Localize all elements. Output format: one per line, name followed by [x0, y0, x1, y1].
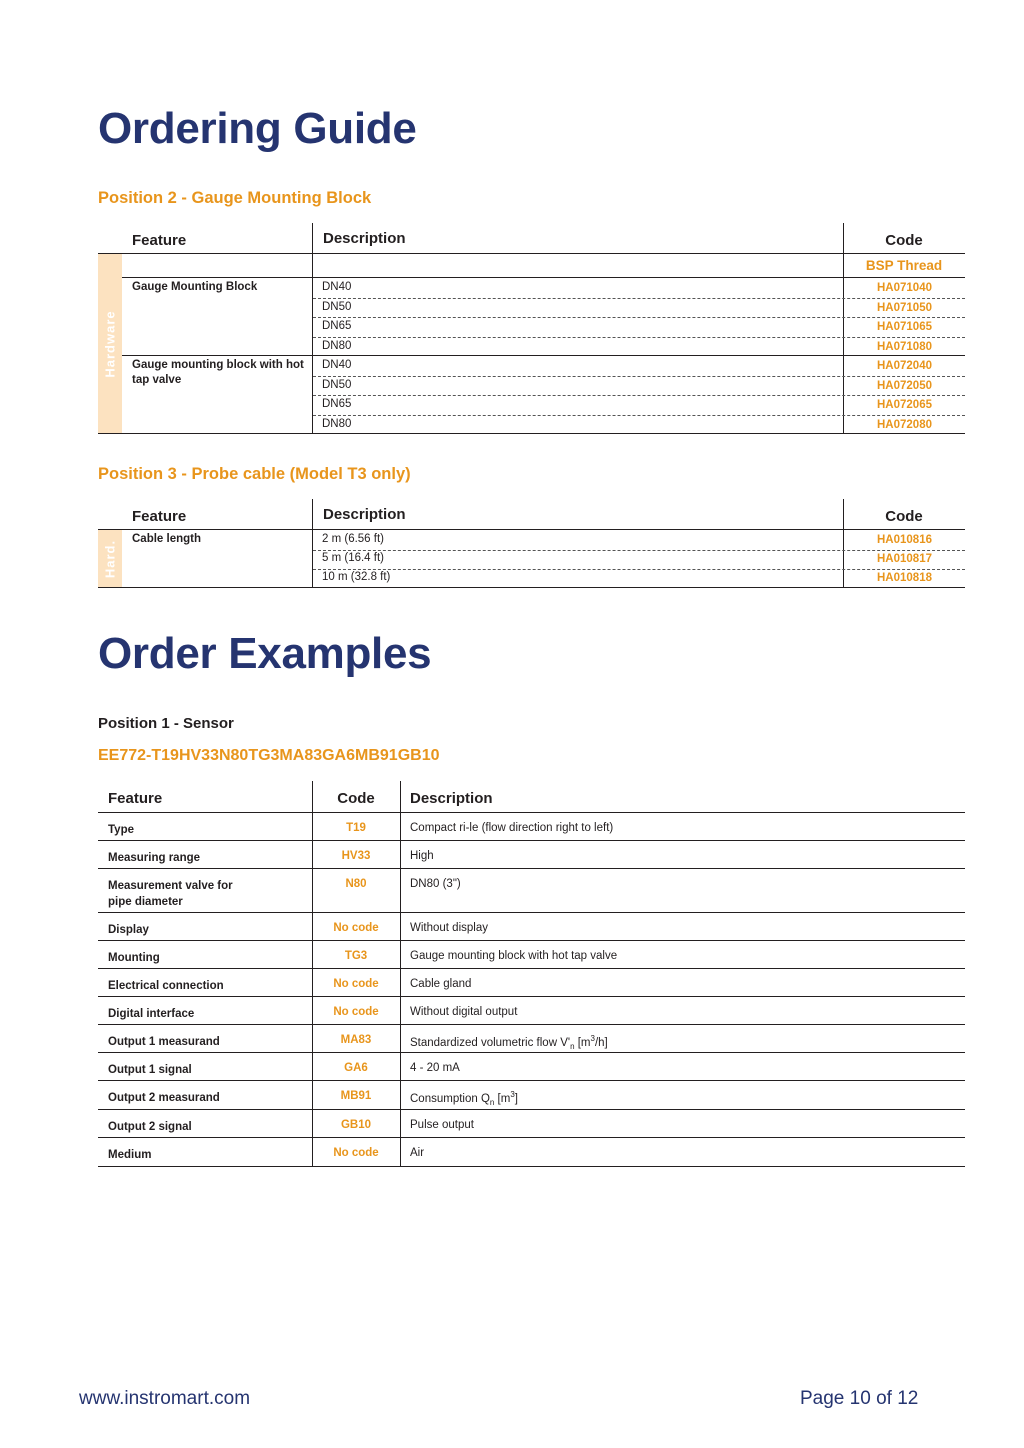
feature-label: Gauge mounting block with hot tap valve: [132, 359, 304, 386]
table-row: [98, 841, 965, 869]
desc-text: /h]: [594, 1036, 608, 1049]
row-code: HA072080: [877, 418, 932, 431]
row-feature: Output 2 signal: [108, 1121, 192, 1133]
row-code: HA072065: [877, 399, 932, 411]
row-feature: Output 2 measurand: [108, 1092, 220, 1104]
row-description: 2 m (6.56 ft): [322, 533, 384, 545]
row-description: DN40: [322, 359, 352, 371]
row-feature: Output 1 measurand: [108, 1036, 220, 1048]
row-code: No code: [333, 1147, 379, 1159]
feature-label: Cable length: [132, 533, 202, 545]
row-description: 10 m (32.8 ft): [322, 571, 391, 583]
table-row: [98, 1025, 965, 1053]
side-label: Hardware: [102, 309, 118, 378]
page-title: Ordering Guide: [98, 104, 417, 153]
row-feature: [108, 878, 233, 910]
row-code: GA6: [344, 1062, 368, 1074]
table-row: [98, 1081, 965, 1110]
row-feature: Digital interface: [108, 1008, 195, 1020]
row-feature-line: Measurement valve for: [108, 880, 233, 892]
header-description: Description: [323, 506, 406, 523]
row-description: DN65: [322, 320, 352, 332]
row-code: N80: [345, 878, 367, 890]
side-label: Hard.: [102, 539, 118, 578]
row-description: Gauge mounting block with hot tap valve: [410, 950, 618, 962]
header-code: Code: [885, 232, 923, 249]
table-row: [313, 549, 965, 570]
table-row: [313, 278, 965, 299]
table-row: [313, 530, 965, 551]
header-feature: Feature: [132, 232, 187, 249]
position3-table: [98, 499, 965, 588]
row-description: DN50: [322, 300, 352, 313]
row-code: HA071080: [877, 340, 932, 353]
row-description: DN80: [322, 417, 352, 430]
row-description: Compact ri-le (flow direction right to left): [410, 822, 614, 834]
desc-text: [m: [574, 1036, 591, 1049]
row-description: 4 - 20 mA: [410, 1062, 460, 1074]
row-description: [410, 1034, 608, 1051]
row-description: Without display: [410, 922, 488, 934]
row-description: DN40: [322, 281, 352, 293]
row-code: MA83: [340, 1034, 372, 1046]
row-code: HA071040: [877, 282, 932, 294]
footer-url[interactable]: www.instromart.com: [79, 1388, 251, 1409]
footer-page-number: Page 10 of 12: [800, 1388, 919, 1409]
row-code: HA071065: [877, 321, 932, 333]
desc-superscript: 3: [590, 1034, 595, 1043]
header-feature: Feature: [108, 790, 163, 807]
row-code: TG3: [344, 950, 368, 962]
table-row: [313, 376, 965, 397]
row-description: 5 m (16.4 ft): [322, 552, 384, 564]
example-subtitle: Position 1 - Sensor: [98, 715, 234, 732]
example-order-code: EE772-T19HV33N80TG3MA83GA6MB91GB10: [98, 747, 440, 764]
feature-label: Gauge Mounting Block: [132, 281, 258, 293]
row-code: HA072040: [877, 360, 932, 372]
table-row: [98, 997, 965, 1025]
table-row: [313, 317, 965, 338]
subheader-code: BSP Thread: [865, 258, 943, 273]
position2-table: [98, 223, 965, 434]
table-row: [313, 298, 965, 319]
row-feature: Medium: [108, 1149, 152, 1161]
table-row: [98, 869, 965, 913]
table-header: [98, 781, 965, 813]
desc-text: Consumption Q: [410, 1092, 490, 1105]
row-description: DN65: [322, 398, 352, 410]
row-feature: Measuring range: [108, 852, 201, 864]
row-description: Without digital output: [410, 1006, 518, 1018]
row-code: HA010817: [877, 553, 932, 565]
table-row: [313, 395, 965, 416]
row-feature: Output 1 signal: [108, 1064, 192, 1076]
row-feature: Electrical connection: [108, 980, 224, 992]
header-description: Description: [410, 790, 493, 807]
table-header: [98, 499, 965, 530]
row-code: HV33: [341, 850, 371, 862]
table-row: [98, 813, 965, 841]
side-band: [98, 530, 122, 587]
row-description: [410, 1090, 518, 1107]
table-row: [98, 1110, 965, 1138]
table-row: [313, 356, 965, 377]
row-feature: Mounting: [108, 952, 160, 964]
row-description: High: [410, 850, 434, 862]
row-code: No code: [333, 978, 379, 990]
row-code: No code: [333, 1006, 379, 1018]
desc-text: Standardized volumetric flow V': [410, 1036, 571, 1049]
table-header: [98, 223, 965, 254]
row-code: HA072050: [877, 379, 932, 392]
table-row: [98, 913, 965, 941]
row-code: No code: [333, 922, 379, 934]
position2-title: Position 2 - Gauge Mounting Block: [98, 189, 372, 207]
row-code: GB10: [340, 1119, 372, 1131]
row-code: MB91: [340, 1090, 372, 1102]
row-feature-line: pipe diameter: [108, 896, 183, 908]
desc-text: ]: [514, 1092, 518, 1105]
row-code: HA010816: [877, 534, 932, 546]
header-description: Description: [323, 230, 406, 247]
row-description: DN80: [322, 339, 352, 352]
table-row: [98, 969, 965, 997]
table-row: [98, 1053, 965, 1081]
row-feature: Type: [108, 824, 134, 836]
row-code: T19: [346, 822, 366, 834]
table-row: [313, 568, 965, 588]
side-band: [98, 254, 122, 433]
row-description: Air: [410, 1147, 425, 1159]
row-code: HA010818: [877, 572, 932, 584]
row-code: HA071050: [877, 301, 932, 314]
table-row: [98, 1138, 965, 1167]
desc-subscript: n: [570, 1042, 575, 1052]
table-row: [313, 337, 965, 357]
row-feature: Display: [108, 924, 149, 936]
table-row: [313, 415, 965, 435]
table-row: [98, 941, 965, 969]
desc-superscript: 3: [510, 1090, 515, 1099]
header-feature: Feature: [132, 508, 187, 525]
row-description: Pulse output: [410, 1119, 474, 1131]
row-description: DN80 (3"): [410, 878, 461, 890]
row-description: DN50: [322, 378, 352, 391]
header-code: Code: [885, 508, 923, 525]
desc-text: [m: [494, 1092, 511, 1105]
example-table: [98, 781, 965, 1168]
order-examples-title: Order Examples: [98, 629, 432, 678]
desc-subscript: n: [489, 1098, 495, 1108]
position3-title: Position 3 - Probe cable (Model T3 only): [98, 465, 411, 483]
row-description: Cable gland: [410, 978, 472, 990]
header-code: Code: [337, 790, 375, 807]
